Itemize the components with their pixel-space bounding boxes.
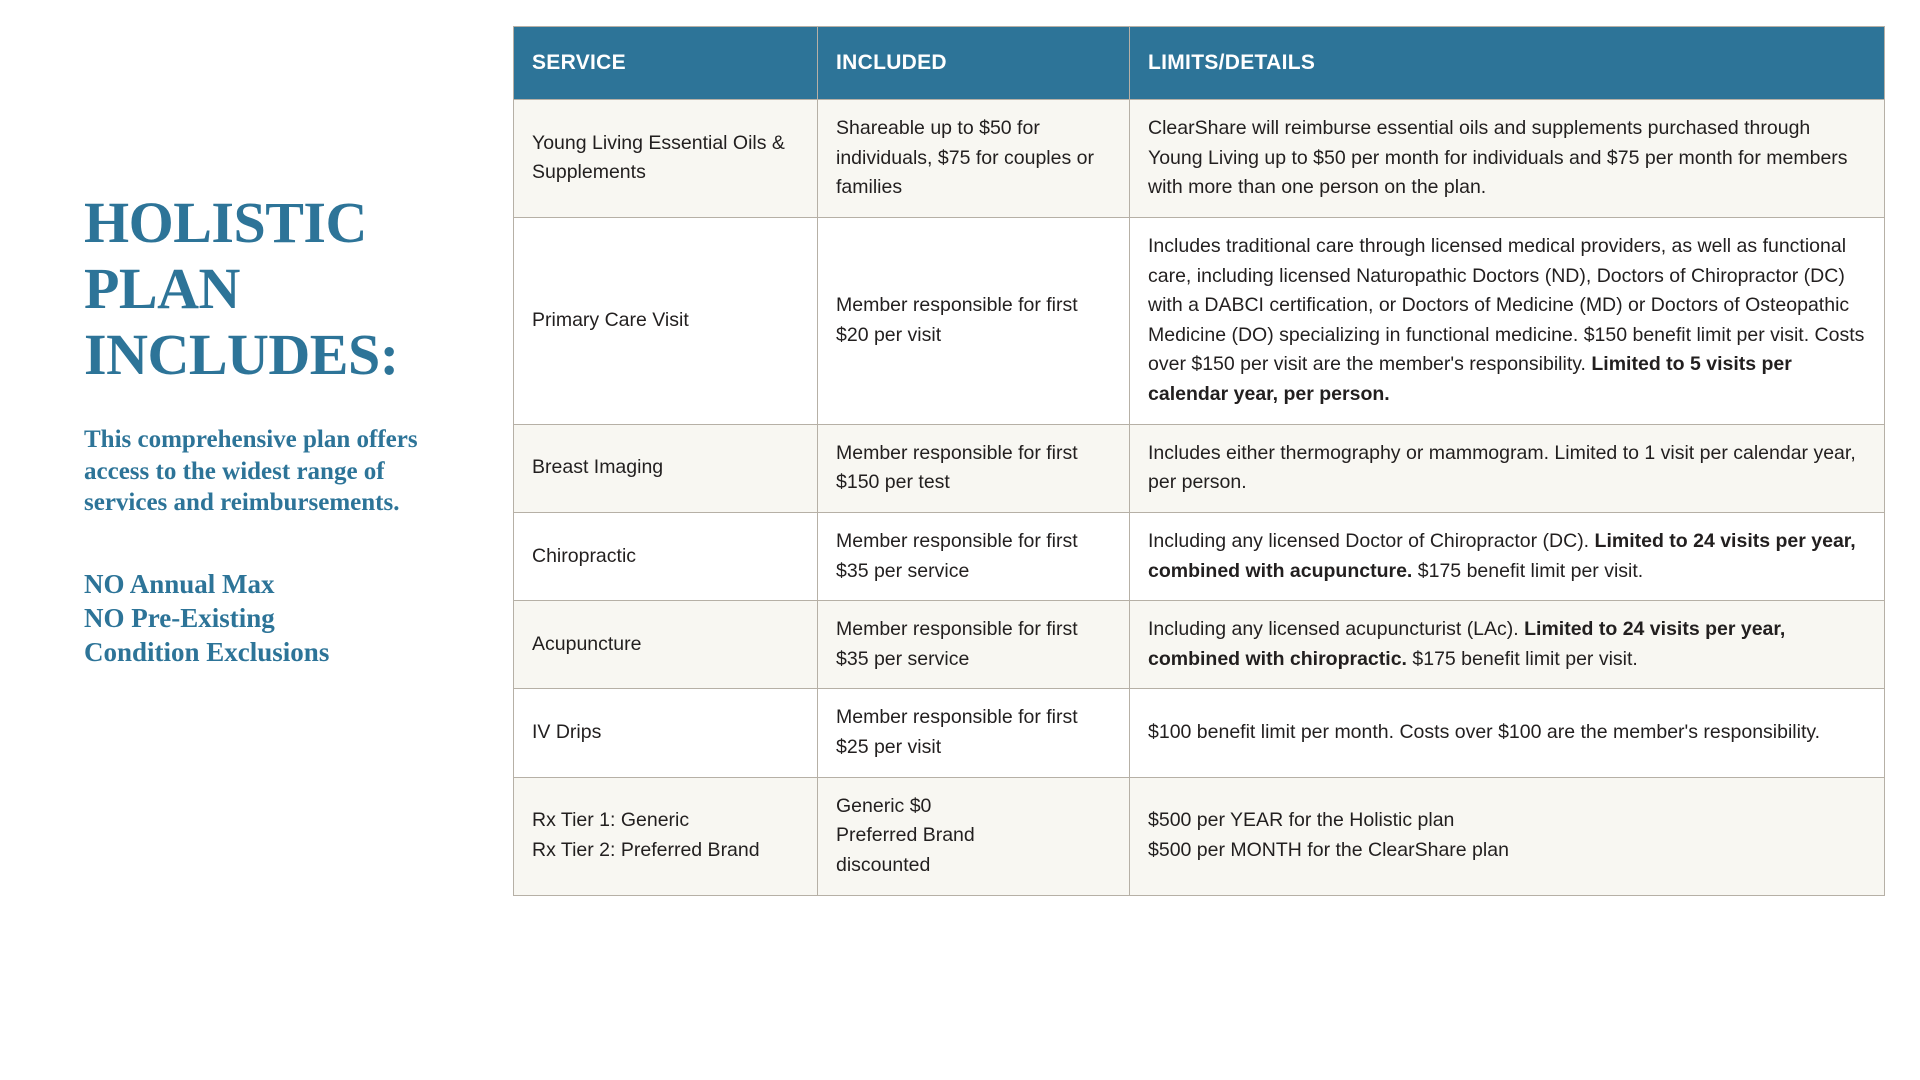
plan-highlights	[84, 568, 464, 669]
cell-included: Member responsible for first $35 per service	[818, 513, 1130, 601]
detail-text: $175 benefit limit per visit.	[1412, 559, 1644, 582]
cell-limits-details	[1130, 689, 1885, 777]
detail-text: $500 per YEAR for the Holistic plan	[1148, 809, 1455, 832]
cell-service	[513, 218, 818, 425]
benefits-table-body	[513, 100, 1885, 896]
cell-line: IV Drips	[532, 721, 602, 744]
highlight-no-annual-max: NO Annual Max	[84, 569, 275, 600]
cell-service	[513, 689, 818, 777]
detail-text: ClearShare will reimburse essential oils and supplements purchased through Young Living up to $50 per month for individuals and $75 per month for members with more than one person on the plan.	[1148, 117, 1848, 199]
detail-text: Includes traditional care through licensed medical providers, as well as functional care, including licensed Naturopathic Doctors (ND), Doctors of Chiropractor (DC) with a DABCI certification, or Doctors of Medicine (MD) or Doctors of Osteopathic Medicine (DO) specializing in functional medicine. $150 benefit limit per visit. Costs over $150 per visit are the member's responsibility.	[1148, 234, 1865, 376]
cell-included: Member responsible for first $35 per service	[818, 601, 1130, 689]
benefits-table	[513, 26, 1885, 896]
cell-limits-details	[1130, 778, 1885, 896]
cell-line: Preferred Brand	[836, 824, 975, 847]
detail-text: $500 per MONTH for the ClearShare plan	[1148, 839, 1509, 862]
benefits-table-container	[513, 26, 1885, 896]
detail-emphasis: Limited to 24 visits per year, combined with chiropractic.	[1148, 618, 1786, 670]
plan-description: This comprehensive plan offers access to the widest range of services and reimbursements.	[84, 426, 418, 516]
table-row	[513, 513, 1885, 601]
page-title-line-1: HOLISTIC	[84, 190, 367, 255]
cell-line: Generic $0	[836, 794, 932, 817]
cell-line: Chiropractic	[532, 544, 637, 567]
cell-service	[513, 778, 818, 896]
table-row	[513, 689, 1885, 777]
page-title	[84, 190, 464, 388]
left-info-panel	[84, 190, 464, 669]
cell-line: Young Living Essential Oils & Supplements	[532, 131, 785, 184]
detail-text: Including any licensed Doctor of Chiropractor (DC).	[1148, 529, 1595, 552]
cell-included: Member responsible for first $25 per visit	[818, 689, 1130, 777]
cell-service	[513, 425, 818, 513]
cell-limits-details	[1130, 218, 1885, 425]
table-row	[513, 425, 1885, 513]
cell-service	[513, 601, 818, 689]
cell-limits-details	[1130, 513, 1885, 601]
table-header-row	[513, 26, 1885, 100]
page-title-line-3: INCLUDES:	[84, 322, 399, 388]
table-row	[513, 601, 1885, 689]
cell-service	[513, 513, 818, 601]
detail-text: Including any licensed acupuncturist (LAc).	[1148, 618, 1525, 641]
cell-included: Member responsible for first $150 per test	[818, 425, 1130, 513]
cell-included: Member responsible for first $20 per visit	[818, 218, 1130, 425]
detail-text: $100 benefit limit per month. Costs over $100 are the member's responsibility.	[1148, 721, 1821, 744]
cell-line: Breast Imaging	[532, 456, 664, 479]
detail-emphasis: Limited to 5 visits per calendar year, per person.	[1148, 353, 1792, 405]
detail-emphasis: Limited to 24 visits per year, combined with acupuncture.	[1148, 529, 1856, 582]
cell-line: discounted	[836, 853, 931, 876]
cell-limits-details	[1130, 100, 1885, 218]
highlight-no-pre-existing: NO Pre-Existing	[84, 602, 275, 633]
cell-line: Acupuncture	[532, 632, 642, 655]
table-row	[513, 100, 1885, 218]
cell-limits-details	[1130, 601, 1885, 689]
benefits-table-head	[513, 26, 1885, 100]
cell-line: Rx Tier 1: Generic	[532, 809, 690, 832]
cell-included	[818, 778, 1130, 896]
cell-line: Rx Tier 2: Preferred Brand	[532, 839, 760, 862]
page-title-line-2: PLAN	[84, 256, 240, 322]
cell-service	[513, 100, 818, 218]
detail-text: $175 benefit limit per visit.	[1406, 647, 1638, 670]
column-header-included: INCLUDED	[818, 26, 1130, 100]
cell-line: Primary Care Visit	[532, 308, 689, 331]
column-header-service: SERVICE	[513, 26, 818, 100]
cell-included: Shareable up to $50 for individuals, $75 for couples or families	[818, 100, 1130, 218]
table-row	[513, 778, 1885, 896]
column-header-limits-details: LIMITS/DETAILS	[1130, 26, 1885, 100]
detail-text: Includes either thermography or mammogram. Limited to 1 visit per calendar year, per person.	[1148, 441, 1856, 494]
table-row	[513, 218, 1885, 425]
cell-limits-details	[1130, 425, 1885, 513]
highlight-condition-exclusions: Condition Exclusions	[84, 636, 330, 667]
